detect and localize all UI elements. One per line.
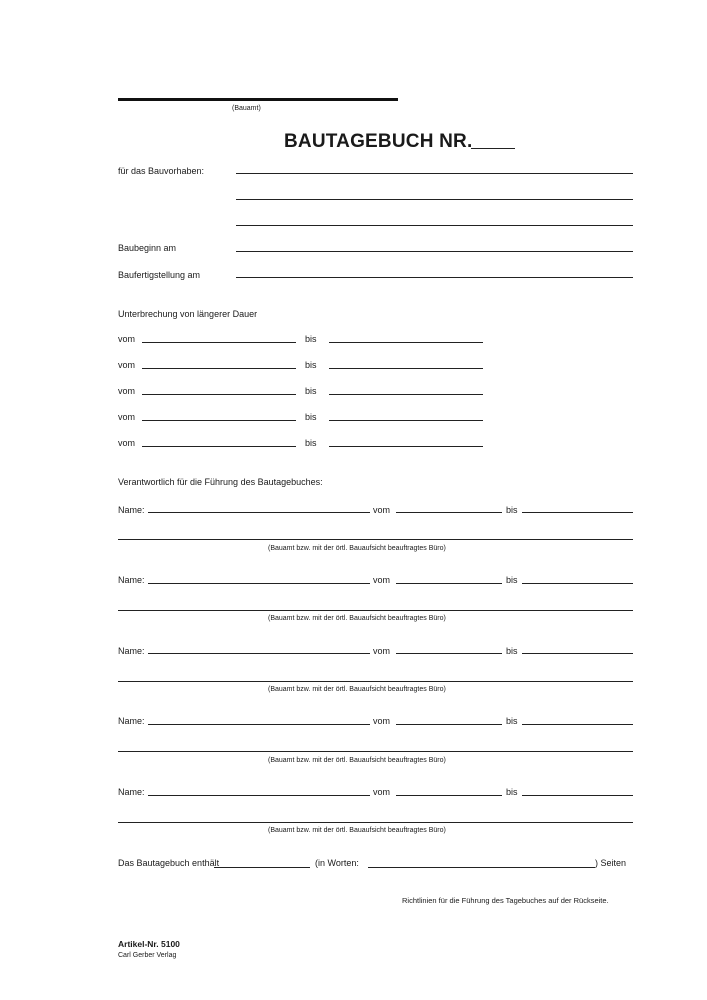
- name-label: Name:: [118, 646, 145, 656]
- responsible-from-label: vom: [373, 646, 391, 656]
- office-caption: (Bauamt bzw. mit der örtl. Bauaufsicht beauftragtes Büro): [268, 615, 446, 622]
- page-count-words-field[interactable]: [368, 867, 595, 868]
- office-field[interactable]: [118, 681, 633, 682]
- interruption-to-label: bis: [305, 360, 317, 370]
- responsible-to-label: bis: [506, 505, 518, 515]
- project-field-3[interactable]: [236, 225, 633, 226]
- interruption-from-field[interactable]: [142, 368, 296, 369]
- article-number: Artikel-Nr. 5100: [118, 939, 180, 949]
- responsible-to-field[interactable]: [522, 724, 633, 725]
- responsible-from-label: vom: [373, 787, 391, 797]
- page-title: BAUTAGEBUCH NR.: [284, 131, 473, 152]
- interruption-from-field[interactable]: [142, 446, 296, 447]
- responsible-to-label: bis: [506, 646, 518, 656]
- office-field[interactable]: [118, 539, 633, 540]
- name-field[interactable]: [148, 583, 370, 584]
- interruption-to-field[interactable]: [329, 394, 483, 395]
- interruption-from-label: vom: [118, 438, 136, 448]
- responsible-from-field[interactable]: [396, 724, 502, 725]
- office-caption: (Bauamt bzw. mit der örtl. Bauaufsicht beauftragtes Büro): [268, 686, 446, 693]
- interruption-to-field[interactable]: [329, 342, 483, 343]
- interruption-from-label: vom: [118, 412, 136, 422]
- responsible-from-field[interactable]: [396, 583, 502, 584]
- responsible-from-label: vom: [373, 575, 391, 585]
- interruption-to-field[interactable]: [329, 446, 483, 447]
- guidelines-note: Richtlinien für die Führung des Tagebuches auf der Rückseite.: [402, 896, 609, 905]
- name-label: Name:: [118, 505, 145, 515]
- office-caption: (Bauamt bzw. mit der örtl. Bauaufsicht beauftragtes Büro): [268, 545, 446, 552]
- interruption-from-field[interactable]: [142, 394, 296, 395]
- responsible-to-field[interactable]: [522, 795, 633, 796]
- responsible-to-field[interactable]: [522, 512, 633, 513]
- name-label: Name:: [118, 575, 145, 585]
- interruption-to-label: bis: [305, 334, 317, 344]
- construction-start-field[interactable]: [236, 251, 633, 252]
- project-label: für das Bauvorhaben:: [118, 166, 205, 176]
- publisher-name: Carl Gerber Verlag: [118, 952, 177, 959]
- office-caption: (Bauamt bzw. mit der örtl. Bauaufsicht beauftragtes Büro): [268, 757, 446, 764]
- responsible-to-field[interactable]: [522, 653, 633, 654]
- interruption-from-field[interactable]: [142, 420, 296, 421]
- interruption-to-field[interactable]: [329, 368, 483, 369]
- pages-suffix-label: ) Seiten: [595, 858, 627, 868]
- interruption-from-field[interactable]: [142, 342, 296, 343]
- authority-caption: (Bauamt): [232, 105, 261, 112]
- interruption-from-label: vom: [118, 386, 136, 396]
- name-field[interactable]: [148, 795, 370, 796]
- name-field[interactable]: [148, 653, 370, 654]
- page-count-words-label: (in Worten:: [315, 858, 359, 868]
- page-count-label: Das Bautagebuch enthält: [118, 858, 220, 868]
- interruption-to-label: bis: [305, 412, 317, 422]
- interruption-from-label: vom: [118, 360, 136, 370]
- responsible-to-field[interactable]: [522, 583, 633, 584]
- responsible-from-label: vom: [373, 505, 391, 515]
- project-field-1[interactable]: [236, 173, 633, 174]
- responsible-heading: Verantwortlich für die Führung des Bautagebuches:: [118, 477, 323, 487]
- interruption-from-label: vom: [118, 334, 136, 344]
- responsible-to-label: bis: [506, 575, 518, 585]
- responsible-from-field[interactable]: [396, 512, 502, 513]
- logbook-number-field[interactable]: [471, 148, 515, 149]
- office-field[interactable]: [118, 751, 633, 752]
- name-label: Name:: [118, 716, 145, 726]
- name-field[interactable]: [148, 512, 370, 513]
- interruption-to-field[interactable]: [329, 420, 483, 421]
- construction-completion-label: Baufertigstellung am: [118, 270, 201, 280]
- name-field[interactable]: [148, 724, 370, 725]
- authority-signature-line[interactable]: [118, 98, 398, 101]
- construction-completion-field[interactable]: [236, 277, 633, 278]
- page-count-field[interactable]: [214, 867, 310, 868]
- responsible-to-label: bis: [506, 716, 518, 726]
- responsible-from-label: vom: [373, 716, 391, 726]
- construction-start-label: Baubeginn am: [118, 243, 177, 253]
- responsible-from-field[interactable]: [396, 795, 502, 796]
- interruption-to-label: bis: [305, 438, 317, 448]
- interruption-heading: Unterbrechung von längerer Dauer: [118, 309, 258, 319]
- office-field[interactable]: [118, 822, 633, 823]
- office-field[interactable]: [118, 610, 633, 611]
- responsible-from-field[interactable]: [396, 653, 502, 654]
- responsible-to-label: bis: [506, 787, 518, 797]
- interruption-to-label: bis: [305, 386, 317, 396]
- office-caption: (Bauamt bzw. mit der örtl. Bauaufsicht beauftragtes Büro): [268, 827, 446, 834]
- project-field-2[interactable]: [236, 199, 633, 200]
- name-label: Name:: [118, 787, 145, 797]
